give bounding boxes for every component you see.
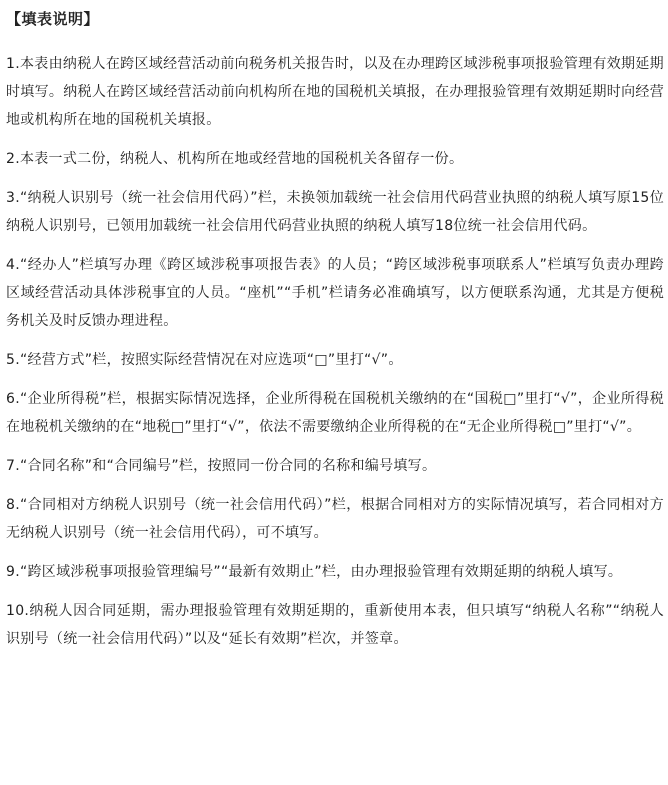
instruction-item-6: 6.“企业所得税”栏，根据实际情况选择，企业所得税在国税机关缴纳的在“国税□”里打“√”，企业所得税在地税机关缴纳的在“地税□”里打“√”，依法不需要缴纳企业所得税的在“无企业所得税□”里打“√”。 xyxy=(6,391,664,435)
document-heading: 【填表说明】 xyxy=(6,10,100,28)
instruction-item-1: 1.本表由纳税人在跨区域经营活动前向税务机关报告时，以及在办理跨区域涉税事项报验管理有效期延期时填写。纳税人在跨区域经营活动前向机构所在地的国税机关填报，在办理报验管理有效期延期时向经营地或机构所在地的国税机关填报。 xyxy=(6,56,664,128)
instruction-item-7: 7.“合同名称”和“合同编号”栏，按照同一份合同的名称和编号填写。 xyxy=(6,458,437,474)
instruction-item-9: 9.“跨区域涉税事项报验管理编号”“最新有效期止”栏，由办理报验管理有效期延期的纳税人填写。 xyxy=(6,564,623,580)
instructions-document xyxy=(6,8,664,653)
instruction-item-3: 3.“纳税人识别号（统一社会信用代码）”栏，未换领加载统一社会信用代码营业执照的纳税人填写原15位纳税人识别号，已领用加载统一社会信用代码营业执照的纳税人填写18位统一社会信用代码。 xyxy=(6,190,664,234)
instruction-item-10: 10.纳税人因合同延期，需办理报验管理有效期延期的，重新使用本表，但只填写“纳税人名称”“纳税人识别号（统一社会信用代码）”以及“延长有效期”栏次，并签章。 xyxy=(6,603,664,647)
instruction-item-2: 2.本表一式二份，纳税人、机构所在地或经营地的国税机关各留存一份。 xyxy=(6,151,464,167)
instruction-item-4: 4.“经办人”栏填写办理《跨区域涉税事项报告表》的人员；“跨区域涉税事项联系人”栏填写负责办理跨区域经营活动具体涉税事宜的人员。“座机”“手机”栏请务必准确填写，以方便联系沟通，尤其是方便税务机关及时反馈办理进程。 xyxy=(6,257,664,329)
instruction-item-8: 8.“合同相对方纳税人识别号（统一社会信用代码）”栏，根据合同相对方的实际情况填写，若合同相对方无纳税人识别号（统一社会信用代码），可不填写。 xyxy=(6,497,664,541)
instruction-item-5: 5.“经营方式”栏，按照实际经营情况在对应选项“□”里打“√”。 xyxy=(6,352,403,368)
